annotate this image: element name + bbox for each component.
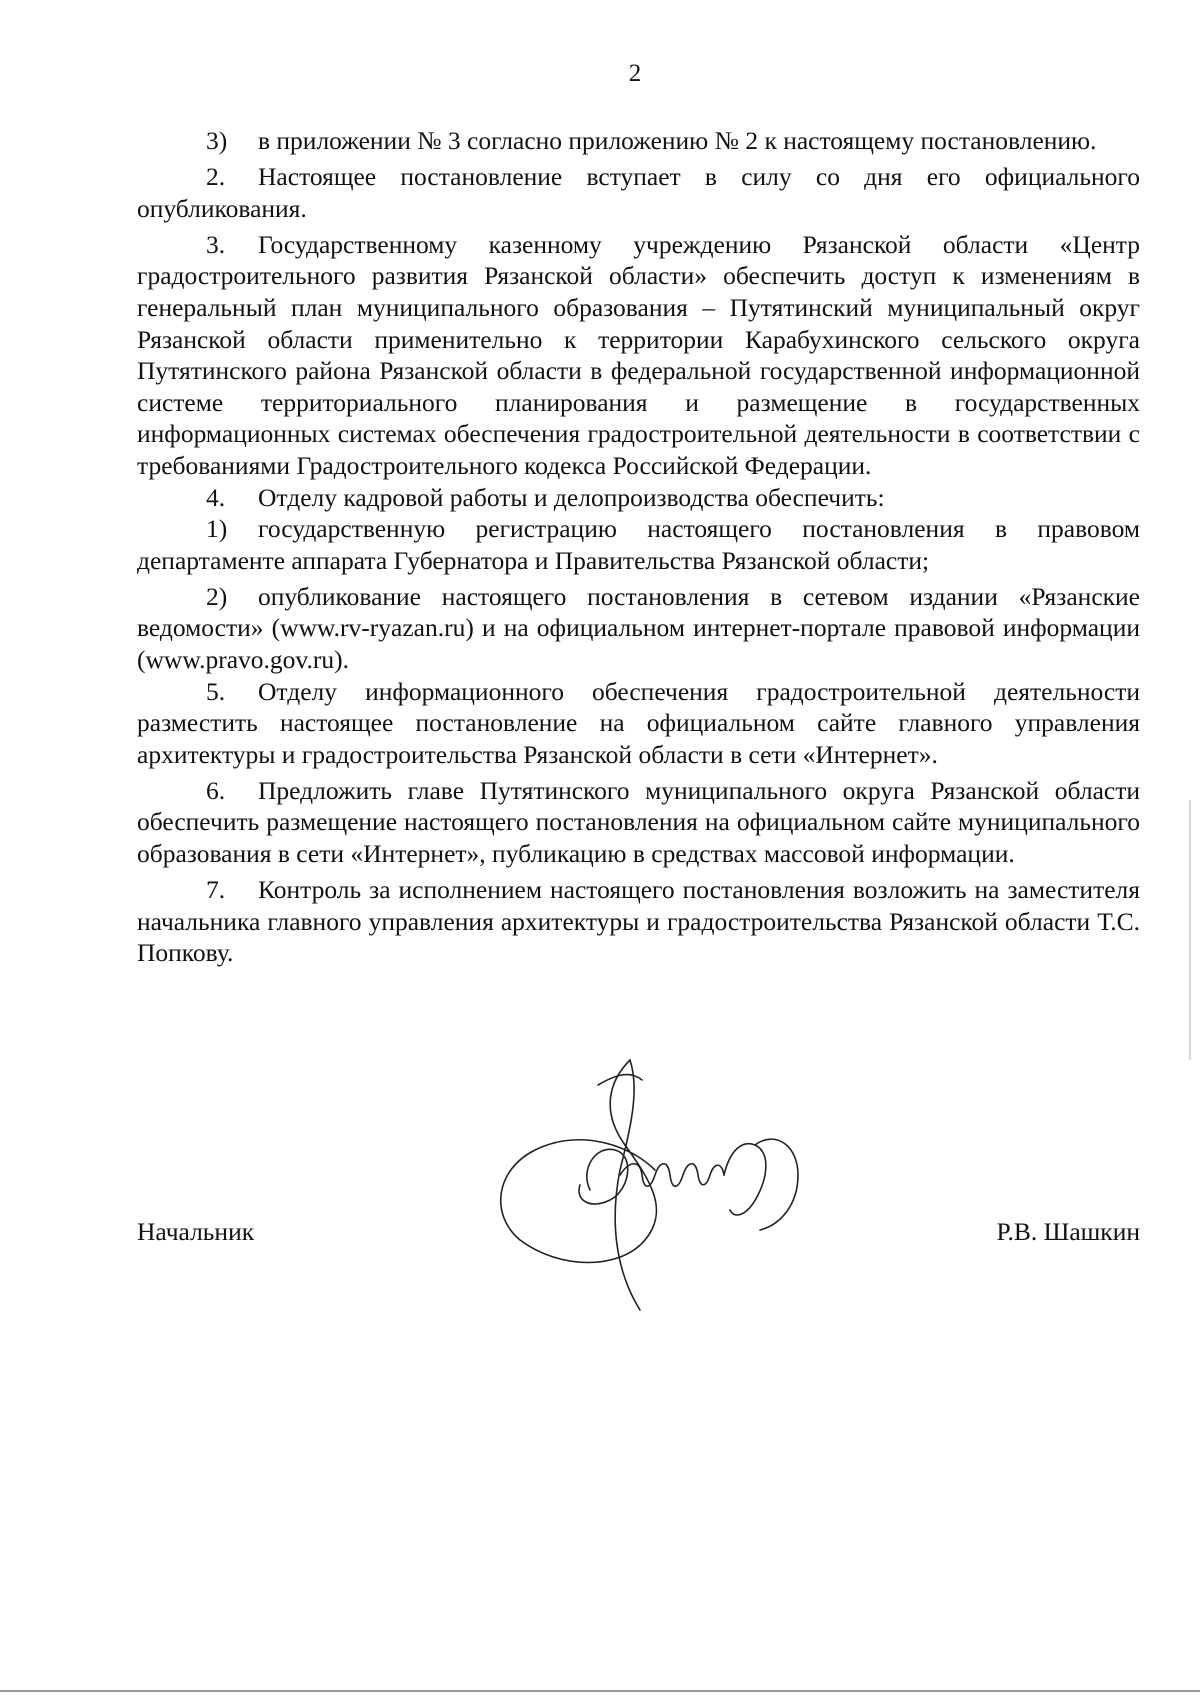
paragraph-text: Отделу кадровой работы и делопроизводства обеспечить: bbox=[258, 482, 885, 512]
paragraph-number: 2. bbox=[206, 162, 226, 192]
paragraph-text: Предложить главе Путятинского муниципального округа Рязанской области обеспечить размещение настоящего постановления на официальном сайте муниципального образования в сети «Интернет», публикацию в средствах массовой информации. bbox=[137, 775, 1140, 869]
paragraph-text: государственную регистрацию настоящего постановления в правовом департаменте аппарата Губернатора и Правительства Рязанской области; bbox=[137, 514, 1140, 575]
document-body bbox=[137, 125, 1140, 973]
paragraph-number: 3) bbox=[206, 126, 228, 155]
page-number: 2 bbox=[628, 60, 642, 87]
paragraph-4-2-publication bbox=[137, 581, 1140, 676]
paragraph-5-website bbox=[137, 676, 1140, 771]
paragraph-number: 4. bbox=[206, 482, 226, 512]
paragraph-text: опубликование настоящего постановления в сетевом издании «Рязанские ведомости» (www.rv-ryazan.ru) и на официальном интернет-портале правовой информации (www.pravo.gov.ru). bbox=[137, 581, 1140, 674]
paragraph-4-hr-department bbox=[137, 482, 1140, 514]
signatory-title: Начальник bbox=[137, 1217, 255, 1246]
paragraph-text: Настоящее постановление вступает в силу со дня его официального опубликования. bbox=[137, 162, 1140, 223]
paragraph-7-control bbox=[137, 874, 1140, 969]
paragraph-number: 6. bbox=[206, 775, 226, 805]
paragraph-text: Контроль за исполнением настоящего постановления возложить на заместителя начальника главного управления архитектуры и градостроительства Рязанской области Т.С. Попкову. bbox=[137, 875, 1140, 968]
paragraph-6-municipal-head bbox=[137, 775, 1140, 870]
paragraph-number: 3. bbox=[206, 229, 226, 259]
paragraph-text: Государственному казенному учреждению Рязанской области «Центр градостроительного развития Рязанской области» обеспечить доступ к изменениям в генеральный план муниципального образования – Путятинский муниципальный округ Рязанской области применительно к территории Карабухинского сельского округа Путятинского района Рязанской области в федеральной государственной информационной системе территориального планирования и размещение в государственных информационных системах обеспечения градостроительной деятельности в соответствии с требованиями Градостроительного кодекса Российской Федерации. bbox=[137, 229, 1140, 480]
paragraph-number: 2) bbox=[206, 581, 228, 611]
paragraph-text: Отделу информационного обеспечения градостроительной деятельности разместить настоящее постановление на официальном сайте главного управления архитектуры и градостроительства Рязанской области в сети «Интернет». bbox=[137, 676, 1140, 769]
paragraph-3-access bbox=[137, 229, 1140, 482]
paragraph-number: 5. bbox=[206, 676, 226, 706]
handwritten-signature bbox=[480, 1050, 840, 1330]
paragraph-4-1-registration bbox=[137, 513, 1140, 576]
scan-bottom-edge bbox=[0, 1690, 1200, 1692]
paragraph-number: 1) bbox=[206, 514, 228, 544]
paragraph-text: в приложении № 3 согласно приложению № 2 к настоящему постановлению. bbox=[258, 126, 1097, 155]
signatory-name: Р.В. Шашкин bbox=[996, 1217, 1140, 1246]
scan-artifact bbox=[1189, 800, 1191, 1060]
paragraph-2-effective-date bbox=[137, 161, 1140, 224]
paragraph-number: 7. bbox=[206, 875, 226, 905]
paragraph-item-3-appendix bbox=[137, 125, 1140, 157]
